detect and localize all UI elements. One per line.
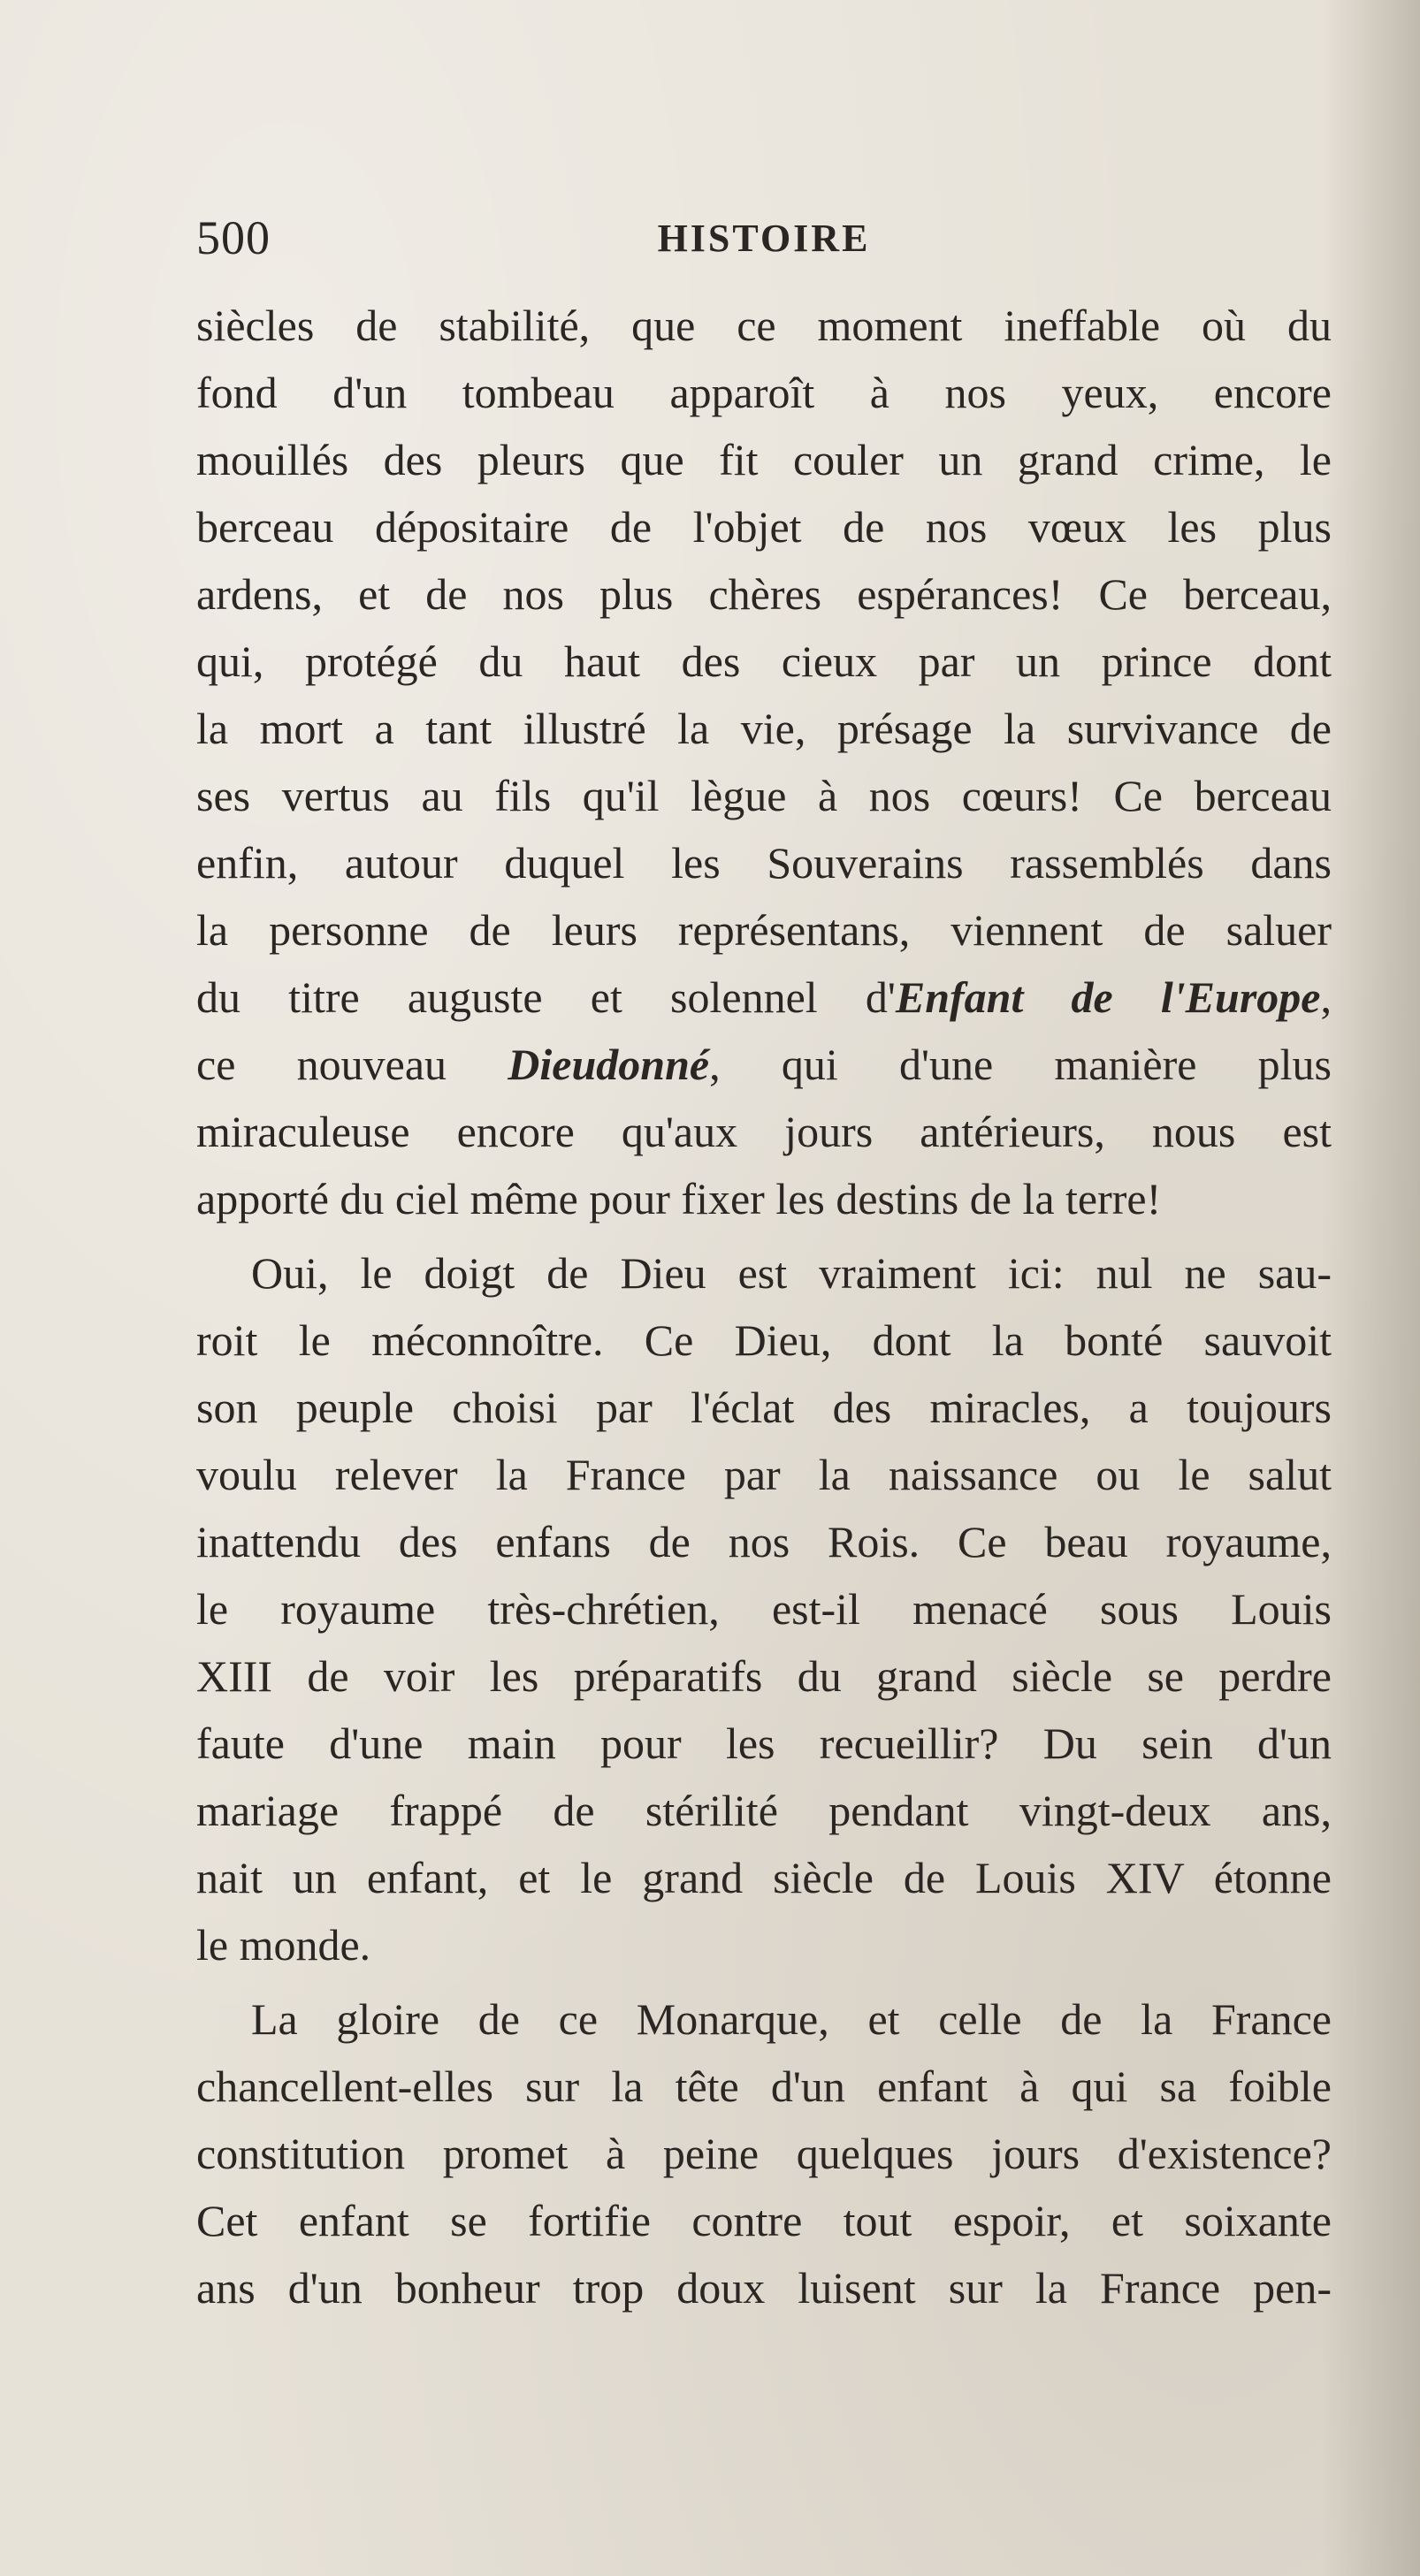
text-line: inattendu des enfans de nos Rois. Ce beau royaume, [196, 1517, 1332, 1566]
text-line: apporté du ciel même pour fixer les destins de la terre! [196, 1174, 1162, 1223]
running-head: HISTOIRE [657, 217, 871, 260]
text-line: ses vertus au fils qu'il lègue à nos cœurs! Ce berceau [196, 771, 1332, 820]
text-line: le monde. [196, 1920, 371, 1970]
page-header [196, 210, 1332, 281]
text-line: ardens, et de nos plus chères espérances! Ce berceau, [196, 569, 1332, 619]
text-segment: , [1320, 972, 1332, 1022]
text-line: XIII de voir les préparatifs du grand siècle se perdre [196, 1651, 1332, 1701]
text-line: nait un enfant, et le grand siècle de Louis XIV étonne [196, 1853, 1332, 1902]
text-line: mouillés des pleurs que fit couler un grand crime, le [196, 435, 1332, 484]
page-number: 500 [196, 211, 271, 264]
text-line: chancellent-elles sur la tête d'un enfant à qui sa foible [196, 2062, 1332, 2111]
text-line-with-italic [196, 1031, 1332, 1098]
text-segment: ce nouveau [196, 1040, 508, 1089]
paragraph-first-line: La gloire de ce Monarque, et celle de la France [251, 1994, 1332, 2044]
paragraph-first-line: Oui, le doigt de Dieu est vraiment ici: nul ne sau- [251, 1248, 1332, 1298]
text-line: siècles de stabilité, que ce moment ineffable où du [196, 301, 1332, 350]
text-line: son peuple choisi par l'éclat des miracles, a toujours [196, 1383, 1332, 1432]
text-line: la personne de leurs représentans, viennent de saluer [196, 905, 1332, 955]
body-text [196, 292, 1332, 2321]
text-line: ans d'un bonheur trop doux luisent sur la France pen- [196, 2263, 1332, 2313]
text-line: Cet enfant se fortifie contre tout espoir, et soixante [196, 2196, 1332, 2245]
text-segment: , qui d'une manière plus [709, 1040, 1332, 1089]
text-line: roit le méconnoître. Ce Dieu, dont la bonté sauvoit [196, 1315, 1332, 1365]
text-line: faute d'une main pour les recueillir? Du sein d'un [196, 1719, 1332, 1768]
text-line: qui, protégé du haut des cieux par un prince dont [196, 636, 1332, 686]
text-line-with-italic [196, 964, 1332, 1031]
text-line: la mort a tant illustré la vie, présage la survivance de [196, 704, 1332, 753]
text-line: voulu relever la France par la naissance ou le salut [196, 1450, 1332, 1499]
text-line: miraculeuse encore qu'aux jours antérieurs, nous est [196, 1107, 1332, 1156]
text-line: mariage frappé de stérilité pendant vingt-deux ans, [196, 1786, 1332, 1835]
text-line: berceau dépositaire de l'objet de nos vœux les plus [196, 502, 1332, 552]
text-line: le royaume très-chrétien, est-il menacé sous Louis [196, 1584, 1332, 1634]
italic-name-dieudonne: Dieudonné [508, 1040, 710, 1089]
text-segment: du titre auguste et solennel d' [196, 972, 896, 1022]
text-line: fond d'un tombeau apparoît à nos yeux, encore [196, 368, 1332, 417]
text-line: enfin, autour duquel les Souverains rassemblés dans [196, 838, 1332, 888]
text-line: constitution promet à peine quelques jours d'existence? [196, 2129, 1332, 2178]
italic-title-enfant-de-l-europe: Enfant de l'Europe [895, 972, 1321, 1022]
